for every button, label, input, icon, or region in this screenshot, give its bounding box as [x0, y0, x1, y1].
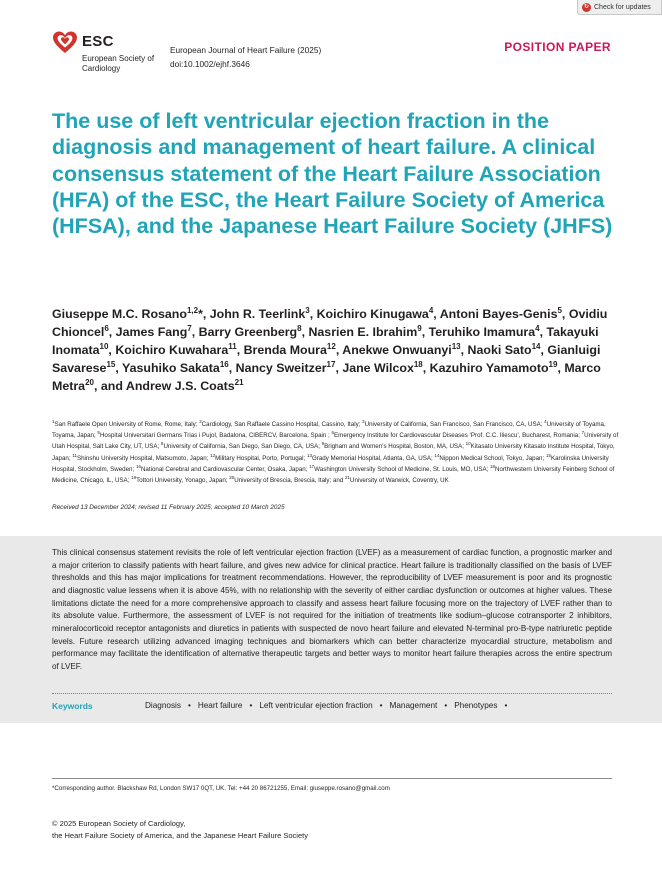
author-affiliation-number: 9 [417, 323, 422, 333]
author-affiliation-number: 14 [531, 341, 541, 351]
affiliation-text: San Raffaele Open University of Rome, Rome, Italy; [54, 421, 198, 428]
affiliation-text: University of Brescia, Brescia, Italy; and [234, 477, 344, 485]
keyword-separator: • [249, 701, 253, 710]
affiliation-number: 7 [581, 430, 585, 436]
logo-wordmark: ESC [82, 33, 114, 50]
affiliation-text: University of Utah Hospital, Salt Lake City, UT, USA; [52, 432, 619, 451]
affiliation-text: University of California, San Francisco, San Francisco, CA, USA; [364, 421, 543, 428]
refresh-icon: ↻ [583, 3, 590, 10]
author-affiliation-number: 17 [326, 359, 336, 369]
affiliation-text: Washington University School of Medicine, St. Louis, MO, USA; [314, 465, 489, 473]
author-affiliation-number: 20 [85, 377, 94, 387]
corresponding-author-mark: * [198, 307, 203, 321]
affiliation-text: Military Hospital, Porto, Portugal; [215, 454, 306, 462]
footnote-rule [52, 778, 612, 779]
affiliation-number: 4 [544, 418, 547, 424]
author-name[interactable]: Marco Metra [52, 361, 601, 393]
affiliation-number: 12 [210, 452, 216, 458]
affiliation-text: University of Warwick, Coventry, UK [350, 477, 449, 485]
affiliation-number: 15 [545, 452, 551, 458]
affiliation-number: 3 [362, 418, 365, 424]
affiliation-list [52, 419, 626, 486]
keyword-separator: • [379, 701, 383, 710]
affiliation-number: 17 [309, 463, 315, 469]
keywords-list [145, 701, 514, 710]
author-affiliation-number: 10 [99, 341, 109, 351]
affiliation-text: Karolinska University Hospital, Stockholm, Sweden; [52, 454, 609, 473]
author-affiliation-number: 21 [234, 377, 244, 387]
author-name[interactable]: Giuseppe M.C. Rosano [52, 307, 187, 321]
dotted-divider [52, 693, 612, 694]
author-affiliation-number: 3 [305, 305, 310, 315]
affiliation-number: 10 [465, 441, 471, 447]
author-affiliation-number: 1,2 [186, 305, 199, 315]
abstract-text: This clinical consensus statement revisits the role of left ventricular ejection fraction (LVEF) as a measurement of cardiac function, a prognostic marker and a major criterion to classify patients with heart failure, and gives new advice for clinical practice. Heart failure is traditionally classified on the basis of LVEF thresholds and this has major implications for treatment recommendations. However, the reproducibility of LVEF measurement is poor and its prognostic and diagnostic value lessens when it is above 45%, with no relationship with the severity of either cardiac dysfunction or outcomes at higher values. These limitations dictate the need for a more comprehensive approach to classify and assess heart failure focusing more on the trajectory of LVEF rather than to its absolute value. Furthermore, the assessment of LVEF is not required for the initiation of treatments like sodium–glucose cotransporter 2 inhibitors, mineralocorticoid receptor antagonists and diuretics in patients with suspected de novo heart failure and elevated N-terminal pro-B-type natriuretic peptide levels. Future research utilizing advanced imaging techniques and biomarkers which can better characterize myocardial structure, metabolism and performance may facilitate the identification of alternative therapeutic targets and better ways to monitor heart failure therapies across the entire spectrum of LVEF. [52, 548, 612, 671]
affiliation-number: 20 [229, 474, 235, 480]
affiliation-text: University of Toyama, Toyama, Japan; [52, 421, 606, 440]
author-name[interactable]: Teruhiko Imamura [428, 325, 536, 339]
affiliation-text: Northwestern University Feinberg School of Medicine, Chicago, IL, USA; [52, 465, 615, 485]
author-affiliation-number: 18 [413, 359, 423, 369]
affiliation-number: 13 [306, 452, 312, 458]
author-affiliation-number: 11 [228, 341, 237, 351]
keyword-item[interactable]: Left ventricular ejection fraction [259, 701, 373, 710]
author-name[interactable]: Nancy Sweitzer [235, 361, 327, 375]
author-name[interactable]: Antoni Bayes-Genis [439, 307, 558, 321]
affiliation-number: 11 [72, 452, 77, 458]
affiliation-number: 14 [434, 452, 440, 458]
author-affiliation-number: 4 [428, 305, 434, 315]
affiliation-number: 8 [160, 441, 164, 447]
affiliation-number: 21 [345, 474, 351, 480]
check-for-updates-button[interactable] [577, 0, 662, 15]
esc-logo [52, 30, 162, 80]
author-name[interactable]: Anekwe Onwuanyi [342, 343, 452, 357]
author-affiliation-number: 7 [187, 323, 192, 333]
journal-doi[interactable]: doi:10.1002/ejhf.3646 [170, 58, 250, 69]
affiliation-text: Cardiology, San Raffaele Cassino Hospital, Cassino, Italy; [201, 421, 361, 428]
author-name[interactable]: John R. Teerlink [209, 307, 306, 321]
keywords-label: Keywords [52, 701, 93, 711]
keyword-separator: • [187, 701, 191, 710]
keyword-item[interactable]: Phenotypes [454, 701, 498, 710]
article-title: The use of left ventricular ejection fraction in the diagnosis and management of heart failure. A clinical consensus statement of the Heart Failure Association (HFA) of the ESC, the Heart Failure Society of America (HFSA), and the Japanese Heart Failure Society (JHFS) [52, 109, 613, 239]
affiliation-text: University of California, San Diego, San Diego, CA, USA; [163, 443, 320, 451]
logo-subtitle: European Society of Cardiology [82, 54, 155, 73]
keyword-item[interactable]: Heart failure [197, 701, 243, 710]
paper-type-label: POSITION PAPER [504, 40, 611, 54]
affiliation-text: Tottori University, Yonago, Japan; [136, 477, 228, 485]
corresponding-author-note: *Corresponding author. Blackshaw Rd, London SW17 0QT, UK. Tel: +44 20 86721255, Email: giuseppe.rosano@gmail.com [52, 785, 390, 792]
affiliation-text: National Cerebral and Cardiovascular Center, Osaka, Japan; [140, 465, 308, 473]
author-name[interactable]: Koichiro Kuwahara [115, 343, 229, 357]
author-affiliation-number: 12 [326, 341, 336, 351]
received-dates: Received 13 December 2024; revised 11 February 2025; accepted 10 March 2025 [52, 504, 285, 511]
author-affiliation-number: 15 [106, 359, 116, 369]
author-name[interactable]: James Fang [115, 325, 188, 339]
author-name[interactable]: Barry Greenberg [198, 325, 298, 339]
affiliation-text: Hospital Universitari Germans Trias i Pujol, Badalona, CIBERCV, Barcelona, Spain ; [99, 432, 330, 440]
keyword-item[interactable]: Diagnosis [145, 701, 181, 710]
keyword-item[interactable]: Management [389, 701, 438, 710]
affiliation-number: 2 [199, 418, 202, 424]
author-affiliation-number: 5 [557, 305, 562, 315]
author-name[interactable]: Naoki Sato [467, 343, 532, 357]
author-affiliation-number: 13 [451, 341, 461, 351]
affiliation-number: 1 [52, 418, 55, 424]
author-name[interactable]: Koichiro Kinugawa [316, 307, 429, 321]
affiliation-number: 19 [131, 474, 137, 480]
affiliation-text: Kitasato University Kitasato Institute Hospital, Tokyo, Japan; [52, 443, 615, 462]
author-name[interactable]: Gianluigi Savarese [52, 343, 601, 375]
keyword-separator: • [504, 701, 508, 710]
author-name[interactable]: Ovidiu Chioncel [52, 307, 608, 339]
keyword-separator: • [444, 701, 448, 710]
affiliation-text: Brigham and Women’s Hospital, Boston, MA, USA; [324, 443, 464, 451]
author-affiliation-number: 16 [219, 359, 229, 369]
affiliation-text: Nippon Medical School, Tokyo, Japan; [439, 454, 545, 462]
copyright-line: © 2025 European Society of Cardiology, [52, 819, 186, 828]
author-name[interactable]: Jane Wilcox [342, 361, 414, 375]
affiliation-number: 18 [490, 463, 496, 469]
author-affiliation-number: 4 [535, 323, 540, 333]
author-conjunction: and [100, 379, 126, 393]
affiliation-number: 16 [135, 463, 141, 469]
author-name[interactable]: Brenda Moura [243, 343, 327, 357]
affiliation-text: Grady Memorial Hospital, Atlanta, GA, USA; [311, 454, 433, 462]
author-name[interactable]: Kazuhiro Yamamoto [429, 361, 549, 375]
author-list: Giuseppe M.C. Rosano$^{1,2}$*, John R. Teerlink$^3$, Koichiro Kinugawa$^4$, Antoni Bayes-Genis$^5$, Ovidiu Chioncel$^6$, James Fang$^7$, Barry Greenberg$^8$, Nasrien E. Ibrahim$^9$, Teruhiko Imamura$^4$, Takayuki Inomata$^{10}$, Koichiro Kuwahara$^{11}$, Brenda Moura$^{12}$, Anekwe Onwuanyi$^{13}$, Naoki Sato$^{14}$, Gianluigi Savarese$^{15}$, Yasuhiko Sakata$^{16}$, Nancy Sweitzer$^{17}$, Jane Wilcox$^{18}$, Kazuhiro Yamamoto$^{19}$, Marco Metra$^{20}$, and Andrew J.S. Coats$^{21}$ [52, 305, 608, 393]
check-for-updates-label: Check for updates [594, 3, 651, 11]
author-name[interactable]: Andrew J.S. Coats [125, 379, 235, 393]
author-name[interactable]: Yasuhiko Sakata [122, 361, 220, 375]
author-affiliation-number: 19 [548, 359, 558, 369]
affiliation-text: Emergency Institute for Cardiovascular Diseases ‘Prof. C.C. Iliescu’, Bucharest, Romania; [334, 432, 580, 440]
affiliation-number: 5 [97, 430, 100, 436]
author-name[interactable]: Nasrien E. Ibrahim [308, 325, 418, 339]
journal-name: European Journal of Heart Failure (2025) [170, 45, 322, 55]
affiliation-number: 9 [321, 441, 325, 447]
affiliation-text: Shinshu University Hospital, Matsumoto, Japan; [76, 454, 209, 462]
author-name[interactable]: Takayuki Inomata [52, 325, 599, 357]
journal-info [170, 44, 321, 71]
affiliation-number: 6 [331, 430, 335, 436]
author-affiliation-number: 8 [297, 323, 302, 333]
copyright-line: the Heart Failure Society of America, and the Japanese Heart Failure Society [52, 830, 308, 840]
author-affiliation-number: 6 [104, 323, 109, 333]
copyright-notice [52, 818, 308, 841]
esc-heart-icon [52, 30, 78, 56]
